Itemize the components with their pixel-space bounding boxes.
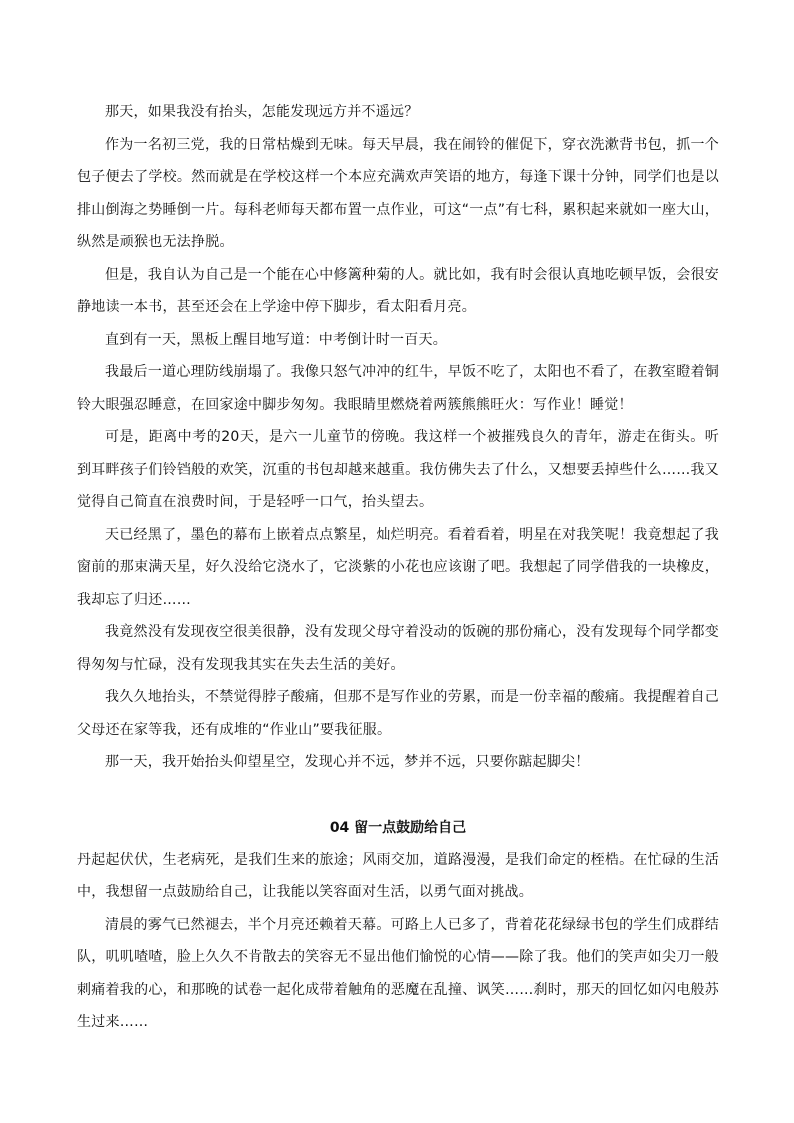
paragraph: 我竟然没有发现夜空很美很静，没有发现父母守着没动的饭碗的那份痛心，没有发现每个同学都变得匆匆与忙碌，没有发现我其实在失去生活的美好。 [77,624,719,673]
paragraph: 直到有一天，黑板上醒目地写道：中考倒计时一百天。 [105,331,447,348]
paragraph: 我久久地抬头，不禁觉得脖子酸痛，但那不是写作业的劳累，而是一份幸福的酸痛。我提醒着自己父母还在家等我，还有成堆的“作业山”要我征服。 [77,689,719,738]
essay-section-1 [77,96,719,779]
paragraph: 作为一名初三党，我的日常枯燥到无味。每天早晨，我在闹铃的催促下，穿衣洗漱背书包，抓一个包子便去了学校。然而就是在学校这样一个本应充满欢声笑语的地方，每逢下课十分钟，同学们也是以排山倒海之势睡倒一片。每科老师每天都布置一点作业，可这“一点”有七科，累积起来就如一座大山，纵然是顽猴也无法挣脱。 [77,136,720,250]
essay-section-2 [77,844,719,1039]
paragraph: 清晨的雾气已然褪去，半个月亮还赖着天幕。可路上人已多了，背着花花绿绿书包的学生们成群结队，叽叽喳喳，脸上久久不肯散去的笑容无不显出他们愉悦的心情——除了我。他们的笑声如尖刀一般刺痛着我的心，和那晚的试卷一起化成带着触角的恶魔在乱撞、讽笑……刹时，那天的回忆如闪电般苏生过来…… [77,916,719,1030]
paragraph: 那一天，我开始抬头仰望星空，发现心并不远，梦并不远，只要你踮起脚尖！ [105,754,590,770]
paragraph: 但是，我自认为自己是一个能在心中修篱种菊的人。就比如，我有时会很认真地吃顿早饭，会很安静地读一本书，甚至还会在上学途中停下脚步，看太阳看月亮。 [77,266,719,315]
paragraph: 我最后一道心理防线崩塌了。我像只怒气冲冲的红牛，早饭不吃了，太阳也不看了，在教室瞪着铜铃大眼强忍睡意，在回家途中脚步匆匆。我眼睛里燃烧着两簇熊熊旺火：写作业！睡觉！ [77,364,719,413]
section-heading: 04 留一点鼓励给自己 [329,819,467,836]
document-body [77,96,719,1039]
paragraph: 那天，如果我没有抬头，怎能发现远方并不遥远？ [105,104,419,120]
paragraph: 丹起起伏伏，生老病死，是我们生来的旅途；风雨交加，道路漫漫，是我们命定的桎梏。在忙碌的生活中，我想留一点鼓励给自己，让我能以笑容面对生活，以勇气面对挑战。 [77,851,719,900]
paragraph: 天已经黑了，墨色的幕布上嵌着点点繁星，灿烂明亮。看着看着，明星在对我笑呢！我竟想起了我窗前的那束满天星，好久没给它浇水了，它淡紫的小花也应该谢了吧。我想起了同学借我的一块橡皮，我却忘了归还…… [77,526,719,608]
paragraph: 可是，距离中考的20天，是六一儿童节的傍晚。我这样一个被摧残良久的青年，游走在街头。听到耳畔孩子们铃铛般的欢笑，沉重的书包却越来越重。我仿佛失去了什么，又想要丢掉些什么……我又觉得自己简直在浪费时间，于是轻呼一口气，抬头望去。 [77,429,719,510]
